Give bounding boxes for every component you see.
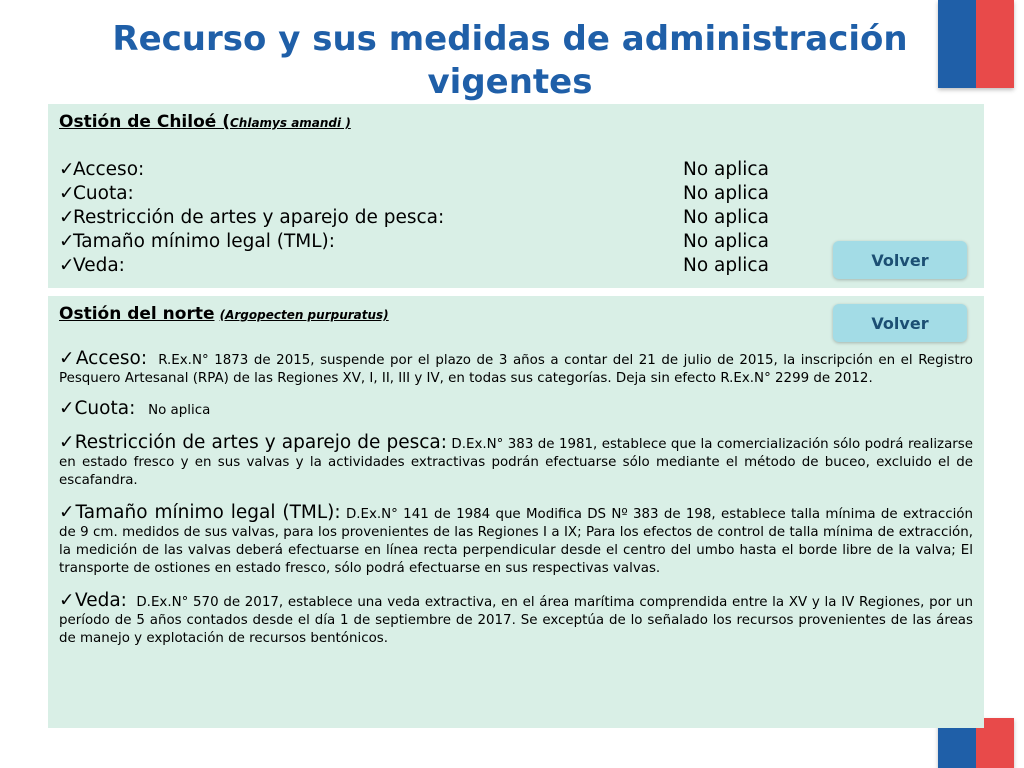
measure-text: R.Ex.N° 1873 de 2015, suspende por el plazo de 3 años a contar del 21 de julio de 2015, la inscripción en el Registro Pesquero Artesanal (RPA) de las Regiones XV, I, II, III y IV, en todas sus categorías. Deja sin efecto R.Ex.N° 2299 de 2012. [59, 353, 973, 386]
checkmark-icon: ✓ [59, 207, 75, 228]
measure-label: Acceso: [75, 348, 148, 369]
measure-text: D.Ex.N° 383 de 1981, establece que la comercialización sólo podrá realizarse en estado fresco y en sus valvas y la actividades extractivas podrán efectuarse sólo mediante el método de buceo, excluido el de escafandra. [59, 437, 973, 488]
species-name: Ostión de Chiloé ( [59, 112, 230, 132]
measure-value: No aplica [683, 231, 769, 252]
checkmark-icon: ✓ [59, 183, 75, 204]
checkmark-icon: ✓ [59, 231, 75, 252]
page-title: Recurso y sus medidas de administración vigentes [112, 19, 908, 102]
species-name: Ostión del norte [59, 304, 215, 324]
measures-detail [59, 350, 973, 648]
measure-label: Restricción de artes y aparejo de pesca: [73, 207, 445, 228]
measure-text: D.Ex.N° 570 de 2017, establece una veda extractiva, en el área marítima comprendida entre la XV y la IV Regiones, por un período de 5 años contados desde el día 1 de septiembre de 2017. Se exceptúa de lo señalado los recursos provenientes de las áreas de manejo y explotación de recursos bentónicos. [59, 595, 973, 646]
measure-label: Veda: [73, 255, 125, 276]
measure-label: Veda: [74, 590, 127, 611]
measure-entry-restriccion [59, 434, 973, 490]
species-scientific-name: Chlamys amandi ) [229, 116, 351, 130]
species-panel-chiloe [48, 104, 984, 288]
species-heading [59, 112, 351, 132]
list-item [59, 158, 819, 182]
species-panel-norte [48, 296, 984, 728]
checkmark-icon: ✓ [59, 348, 76, 369]
checkmark-icon: ✓ [59, 502, 76, 523]
measure-entry-tml [59, 504, 973, 578]
measure-text: No aplica [148, 403, 211, 418]
checkmark-icon: ✓ [59, 432, 75, 453]
measure-label: Tamaño mínimo legal (TML): [75, 502, 341, 523]
species-scientific-name: (Argopecten purpuratus) [219, 308, 389, 322]
list-item [59, 254, 819, 278]
measure-value: No aplica [683, 159, 769, 180]
measure-value: No aplica [683, 255, 769, 276]
species-heading [59, 304, 389, 324]
checkmark-icon: ✓ [59, 590, 75, 611]
measure-text: D.Ex.N° 141 de 1984 que Modifica DS Nº 383 de 198, establece talla mínima de extracción de 9 cm. medidos de sus valvas, para los provenientes de las Regiones I a IX; Para los efectos de control de talla mínima de extracción, la medición de las valvas deberá efectuarse en línea recta perpendicular desde el centro del umbo hasta el borde libre de la valva; El transporte de ostiones en estado fresco, sólo podrá efectuarse en sus respectivas valvas. [59, 507, 973, 576]
measures-list [59, 158, 819, 278]
checkmark-icon: ✓ [59, 398, 75, 419]
measure-label: Acceso: [73, 159, 145, 180]
volver-button[interactable]: Volver [833, 304, 967, 342]
measure-label: Tamaño mínimo legal (TML): [73, 231, 335, 252]
flag-red-stripe [976, 0, 1014, 88]
list-item [59, 182, 819, 206]
checkmark-icon: ✓ [59, 255, 75, 276]
list-item [59, 206, 819, 230]
measure-entry-acceso [59, 350, 973, 388]
measure-label: Restricción de artes y aparejo de pesca: [74, 432, 447, 453]
list-item [59, 230, 819, 254]
checkmark-icon: ✓ [59, 159, 75, 180]
measure-value: No aplica [683, 207, 769, 228]
measure-entry-veda [59, 592, 973, 648]
volver-button[interactable]: Volver [833, 241, 967, 279]
measure-label: Cuota: [74, 398, 136, 419]
measure-value: No aplica [683, 183, 769, 204]
measure-label: Cuota: [73, 183, 134, 204]
measure-entry-cuota [59, 400, 973, 420]
